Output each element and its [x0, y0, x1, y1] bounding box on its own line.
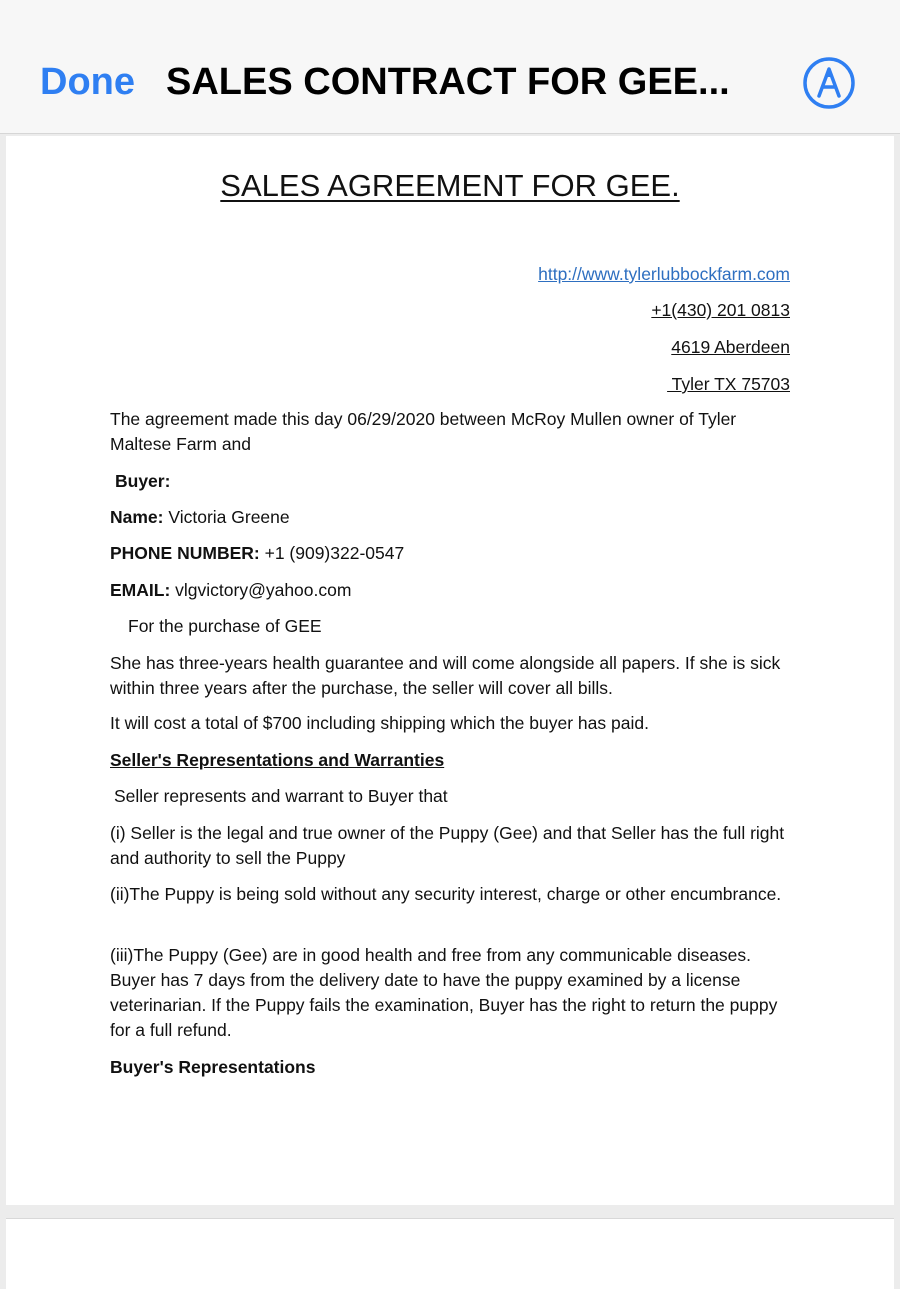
cost-line: It will cost a total of $700 including shipping which the buyer has paid.	[110, 713, 649, 733]
seller-street: 4619 Aberdeen	[671, 337, 790, 357]
seller-intro: Seller represents and warrant to Buyer that	[114, 786, 448, 806]
next-document-page	[6, 1218, 894, 1289]
name-value: Victoria Greene	[163, 507, 290, 527]
warranty-3: (iii)The Puppy (Gee) are in good health and free from any communicable diseases. Buyer has 7 days from the delivery date to have the puppy examined by a license veterinarian. If the Puppy fails the examination, Buyer has the right to return the puppy for a full refund.	[110, 945, 778, 1040]
email-label: EMAIL:	[110, 580, 171, 600]
warranty-2: (ii)The Puppy is being sold without any security interest, charge or other encumbrance.	[110, 884, 782, 904]
name-label: Name:	[110, 507, 164, 527]
seller-phone: +1(430) 201 0813	[651, 300, 790, 320]
buyer-representations-heading: Buyer's Representations	[110, 1057, 316, 1077]
buyer-email-line	[110, 578, 800, 603]
buyer-phone-line	[110, 541, 800, 566]
phone-value: +1 (909)322-0547	[259, 543, 405, 563]
seller-city: Tyler TX 75703	[667, 374, 790, 394]
document-heading: SALES AGREEMENT FOR GEE.	[220, 168, 680, 203]
buyer-label: Buyer:	[115, 471, 171, 491]
phone-label: PHONE NUMBER:	[110, 543, 260, 563]
done-button[interactable]: Done	[40, 61, 135, 103]
document-title: SALES CONTRACT FOR GEE...	[166, 61, 730, 103]
document-toolbar	[0, 0, 900, 134]
warranty-1: (i) Seller is the legal and true owner of the Puppy (Gee) and that Seller has the full right and authority to sell the Puppy	[110, 823, 785, 868]
purchase-line: For the purchase of GEE	[128, 616, 322, 636]
health-guarantee: She has three-years health guarantee and will come alongside all papers. If she is sick within three years after the purchase, the seller will cover all bills.	[110, 653, 781, 698]
document-page	[6, 136, 894, 1205]
seller-warranties-heading: Seller's Representations and Warranties	[110, 750, 445, 770]
buyer-name-line	[110, 505, 800, 530]
agreement-intro: The agreement made this day 06/29/2020 between McRoy Mullen owner of Tyler Maltese Farm and	[110, 409, 737, 454]
website-link[interactable]: http://www.tylerlubbockfarm.com	[538, 264, 790, 284]
markup-pen-icon[interactable]	[802, 56, 856, 110]
email-value: vlgvictory@yahoo.com	[170, 580, 352, 600]
